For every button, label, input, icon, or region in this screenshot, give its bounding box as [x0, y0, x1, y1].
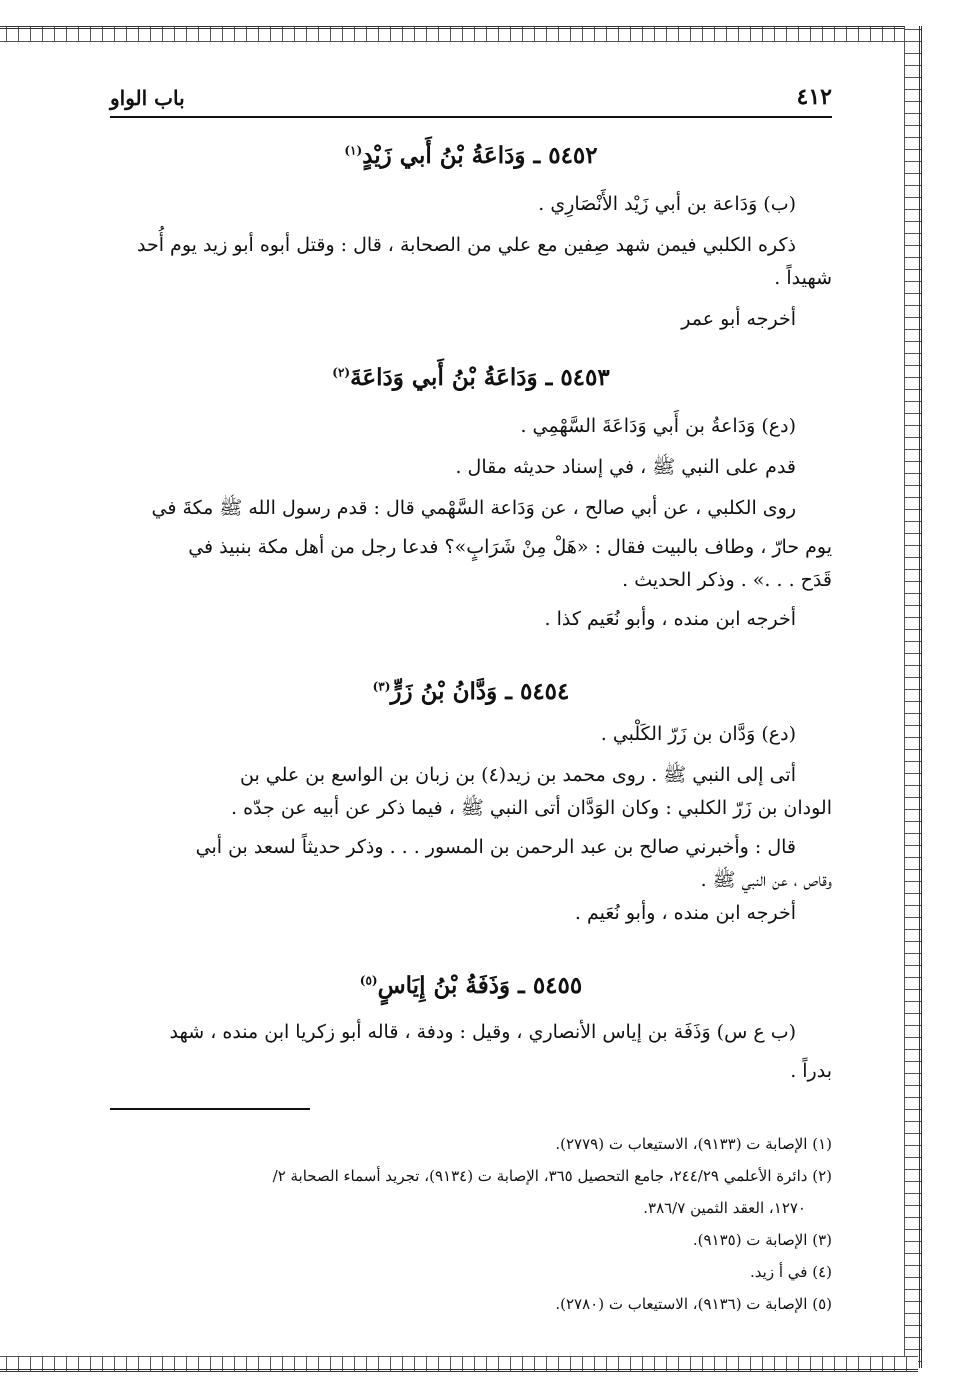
text-line: وقاص ، عن النبي ﷺ . [700, 869, 832, 891]
footnote: (٥) الإصابة ت (٩١٣٦)، الاستيعاب ت (٢٧٨٠). [555, 1295, 832, 1313]
text-line: الودان بن زَرّ الكلبي : وكان الوَدَّان أتى النبي ﷺ ، فيما ذكر عن أبيه عن جدّه . [231, 797, 832, 819]
entry-title: ٥٤٥٣ ـ وَدَاعَةُ بْنُ أَبي وَدَاعَةَ$^{(٢)}$ [332, 364, 610, 391]
entry-5455 [110, 972, 832, 999]
entry-5454 [110, 678, 832, 705]
text-line: بدراً . [790, 1060, 832, 1082]
text-line: أخرجه أبو عمر [681, 308, 796, 330]
footnote-divider [110, 1108, 310, 1110]
text-line: يوم حارّ ، وطاف بالبيت فقال : «هَلْ مِنْ شَرَابٍ»؟ فدعا رجل من أهل مكة بنبيذ في [188, 536, 832, 558]
text-line: (دع) وَدَّان بن زَرّ الكَلْبي . [600, 723, 796, 745]
entry-title: ٥٤٥٤ ـ وَدَّانُ بْنُ زَرٍّ$^{(٣)}$ [372, 678, 570, 705]
text-line: روى الكلبي ، عن أبي صالح ، عن وَدَاعة السَّهْمي قال : قدم رسول الله ﷺ مكةَ في [151, 497, 796, 519]
entry-title: ٥٤٥٢ ـ وَدَاعَةُ بْنُ أَبي زَيْدٍ$^{(١)}$ [344, 142, 598, 169]
text-line: قَدَح . . .» . وذكر الحديث . [622, 569, 832, 591]
text-line: ذكره الكلبي فيمن شهد صِفين مع علي من الصحابة ، قال : وقتل أبوه أبو زيد يوم أُحد [137, 234, 796, 256]
ornamental-border-bottom [0, 1356, 918, 1372]
text-line: (دع) وَدَاعةُ بن أَبي وَدَاعَةَ السَّهْمِي . [520, 415, 796, 437]
text-line: أتى إلى النبي ﷺ . روى محمد بن زيد(٤) بن زبان بن الواسع بن علي بن [240, 764, 796, 786]
entry-title: ٥٤٥٥ ـ وَذَفَةُ بْنُ إِيَاسٍ$^{(٥)}$ [359, 972, 583, 999]
page-header [110, 84, 832, 118]
text-line: قال : وأخبرني صالح بن عبد الرحمن بن المسور . . . وذكر حديثاً لسعد بن أبي [195, 836, 796, 858]
text-line: شهيداً . [774, 267, 832, 289]
entry-5453 [110, 364, 832, 391]
footnote: (١) الإصابة ت (٩١٣٣)، الاستيعاب ت (٢٧٧٩). [555, 1135, 832, 1153]
ornamental-border-right [904, 26, 922, 1368]
footnotes [110, 1128, 832, 1320]
chapter-title: باب الواو [110, 86, 185, 110]
entry-5452 [110, 142, 832, 169]
footnote: (٤) في أ زيد. [750, 1263, 832, 1281]
text-line: قدم على النبي ﷺ ، في إسناد حديثه مقال . [455, 456, 796, 478]
page-number: ٤١٢ [796, 84, 832, 110]
text-line: أخرجه ابن منده ، وأبو نُعَيم . [574, 902, 796, 924]
text-line: (ب) وَدَاعة بن أبي زَيْد الأَنْصَارِي . [538, 193, 796, 215]
ornamental-border-top [0, 26, 918, 42]
text-line: أخرجه ابن منده ، وأبو نُعَيم كذا . [544, 608, 796, 630]
footnote: (٢) دائرة الأعلمي ٢٤٤/٢٩، جامع التحصيل ٣٦٥، الإصابة ت (٩١٣٤)، تجريد أسماء الصحابة ٢/ [272, 1167, 832, 1185]
text-line: (ب ع س) وَذَفَة بن إياس الأنصاري ، وقيل : ودفة ، قاله أبو زكريا ابن منده ، شهد [169, 1021, 796, 1043]
footnote-continuation: ١٢٧٠، العقد الثمين ٣٨٦/٧. [643, 1199, 806, 1217]
footnote: (٣) الإصابة ت (٩١٣٥). [692, 1231, 832, 1249]
